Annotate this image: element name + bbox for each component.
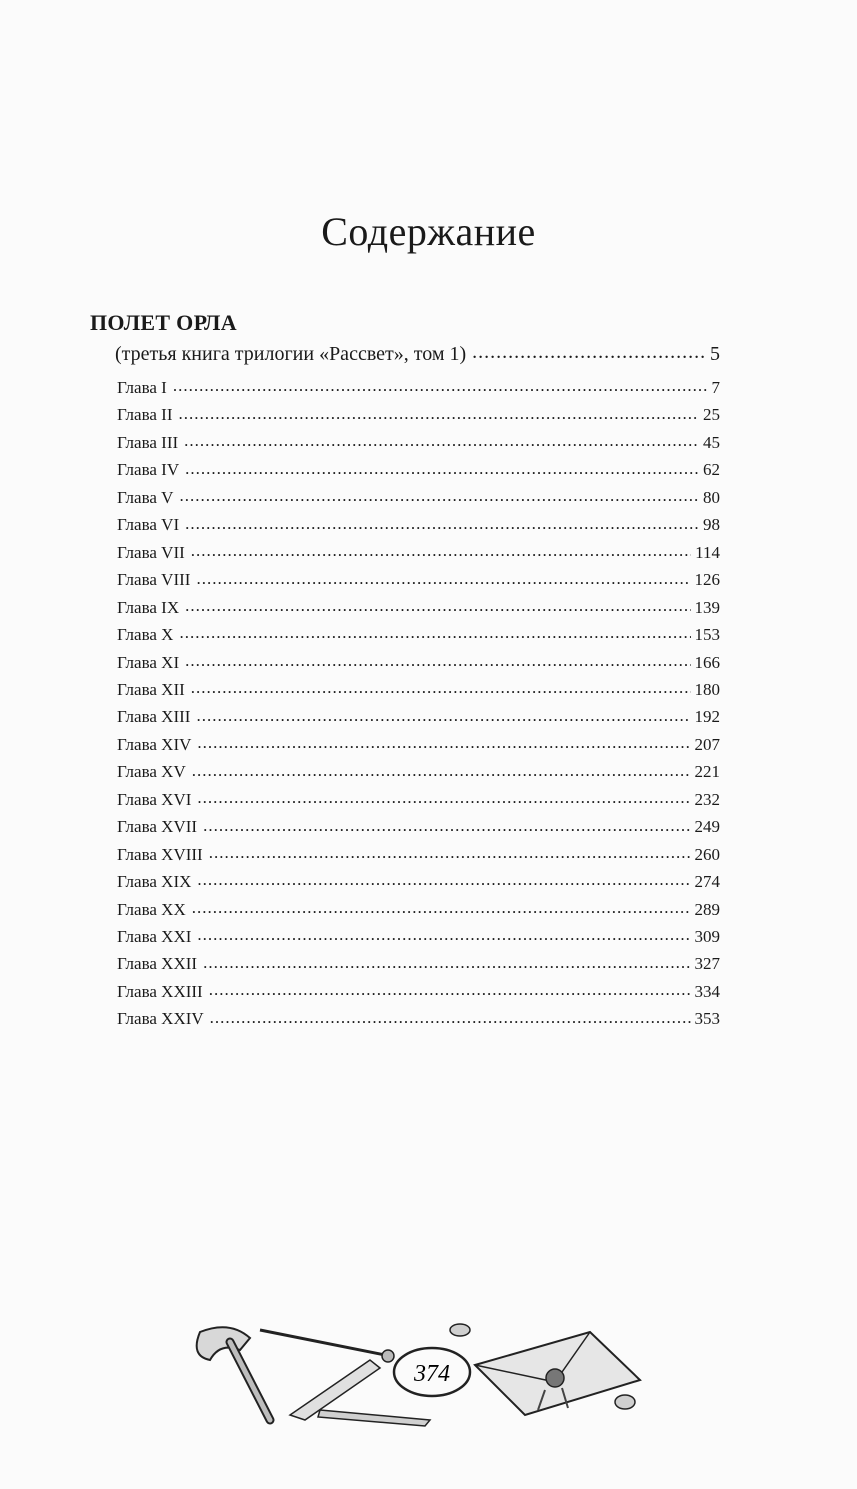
toc-chapter-row [117, 623, 720, 645]
page-title: Содержание [321, 209, 536, 254]
chapter-label: Глава II [117, 405, 173, 425]
chapter-label: Глава VI [117, 515, 180, 535]
footer-illustration [170, 1320, 670, 1430]
chapter-page-number: 62 [703, 460, 720, 480]
toc-chapter-row [117, 596, 720, 618]
toc-chapter-row [117, 513, 720, 535]
chapter-label: Глава XVIII [117, 844, 203, 864]
dot-leader [203, 815, 690, 832]
chapter-page-number: 353 [694, 1009, 720, 1029]
dot-leader [209, 980, 691, 997]
toc-chapter-row [117, 651, 720, 673]
chapter-page-number: 309 [694, 927, 720, 946]
toc-chapter-row [117, 898, 720, 920]
toc-chapter-row [117, 458, 720, 480]
chapter-page-number: 98 [703, 515, 720, 535]
chapter-page-number: 207 [694, 734, 720, 754]
dot-leader [192, 898, 691, 915]
chapter-label: Глава XXII [117, 954, 198, 974]
toc-chapter-row [117, 678, 720, 700]
dot-leader [197, 733, 690, 750]
chapter-page-number: 45 [703, 432, 720, 452]
chapter-label: Глава XVII [117, 817, 198, 837]
dot-leader [196, 705, 690, 722]
toc-chapter-row [117, 870, 720, 892]
axe-icon [197, 1327, 270, 1420]
chapter-label: Глава XIX [117, 872, 192, 892]
dot-leader [192, 760, 691, 777]
toc-chapter-row [117, 760, 720, 782]
dot-leader [184, 431, 699, 448]
dot-leader [203, 952, 690, 969]
chapter-page-number: 153 [694, 625, 720, 645]
chapter-label: Глава XII [117, 679, 185, 699]
dot-leader [179, 623, 690, 640]
chapter-page-number: 180 [694, 679, 720, 699]
toc-chapter-row [117, 788, 720, 810]
dot-leader [185, 651, 690, 668]
chapter-label: Глава VIII [117, 570, 191, 590]
chapter-label: Глава XXIII [117, 981, 203, 1001]
toc-chapter-row [117, 843, 720, 865]
toc-chapter-row [117, 541, 720, 563]
chapter-page-number: 114 [695, 542, 720, 562]
toc-subtitle-row [115, 340, 720, 366]
dot-leader [179, 403, 700, 420]
toc-chapter-row [117, 952, 720, 974]
dot-leader [185, 513, 699, 530]
dot-leader [196, 568, 690, 585]
chapter-label: Глава VII [117, 542, 185, 562]
chapter-page-number: 274 [694, 872, 720, 892]
toc-chapter-row [117, 815, 720, 837]
chapter-label: Глава XIV [117, 734, 192, 754]
chapter-label: Глава XI [117, 652, 180, 672]
dot-leader [173, 376, 708, 393]
toc-subtitle-page: 5 [710, 343, 720, 365]
dot-leader [197, 788, 690, 805]
chapter-page-number: 166 [694, 652, 720, 672]
chapter-label: Глава X [117, 625, 174, 645]
toc-chapter-row [117, 376, 720, 398]
chapter-label: Глава XXIV [117, 1009, 204, 1029]
dot-leader [191, 678, 691, 695]
dot-leader [185, 458, 699, 475]
toc-chapter-row [117, 431, 720, 453]
dot-leader [197, 925, 690, 942]
page-number: 374 [414, 1361, 450, 1387]
toc-chapter-row [117, 925, 720, 947]
toc-chapter-row [117, 486, 720, 508]
chapter-page-number: 80 [703, 487, 720, 507]
chapter-page-number: 334 [694, 981, 720, 1001]
toc-chapter-row [117, 1007, 720, 1029]
chapter-label: Глава IX [117, 597, 180, 617]
chapter-label: Глава XV [117, 762, 186, 782]
chapter-page-number: 221 [694, 762, 720, 782]
chapter-page-number: 139 [694, 597, 720, 617]
chapter-page-number: 232 [694, 789, 720, 809]
chapter-page-number: 25 [703, 405, 720, 425]
toc-chapter-row [117, 733, 720, 755]
chapter-page-number: 7 [711, 378, 720, 397]
dot-leader [472, 340, 706, 360]
chapter-label: Глава XX [117, 899, 186, 919]
chapter-page-number: 126 [694, 570, 720, 590]
chapter-page-number: 249 [694, 817, 720, 837]
dot-leader [197, 870, 690, 887]
chapter-page-number: 192 [694, 707, 720, 727]
chapter-label: Глава XXI [117, 927, 192, 946]
chapter-label: Глава III [117, 432, 179, 452]
dot-leader [209, 843, 691, 860]
chapter-page-number: 327 [694, 954, 720, 974]
dot-leader [210, 1007, 691, 1024]
toc-chapter-row [117, 403, 720, 425]
chapter-page-number: 289 [694, 899, 720, 919]
book-title: ПОЛЕТ ОРЛА [90, 310, 237, 335]
toc-chapter-row [117, 705, 720, 727]
chapter-label: Глава XVI [117, 789, 192, 809]
chapter-page-number: 260 [694, 844, 720, 864]
chapter-label: Глава I [117, 378, 167, 397]
dot-leader [179, 486, 699, 503]
dot-leader [185, 596, 690, 613]
dot-leader [191, 541, 691, 558]
toc-subtitle-label: (третья книга трилогии «Рассвет», том 1) [115, 343, 467, 365]
toc-chapter-row [117, 980, 720, 1002]
chapter-label: Глава IV [117, 460, 180, 480]
chapter-label: Глава XIII [117, 707, 191, 727]
chapter-label: Глава V [117, 487, 174, 507]
toc-chapter-row [117, 568, 720, 590]
